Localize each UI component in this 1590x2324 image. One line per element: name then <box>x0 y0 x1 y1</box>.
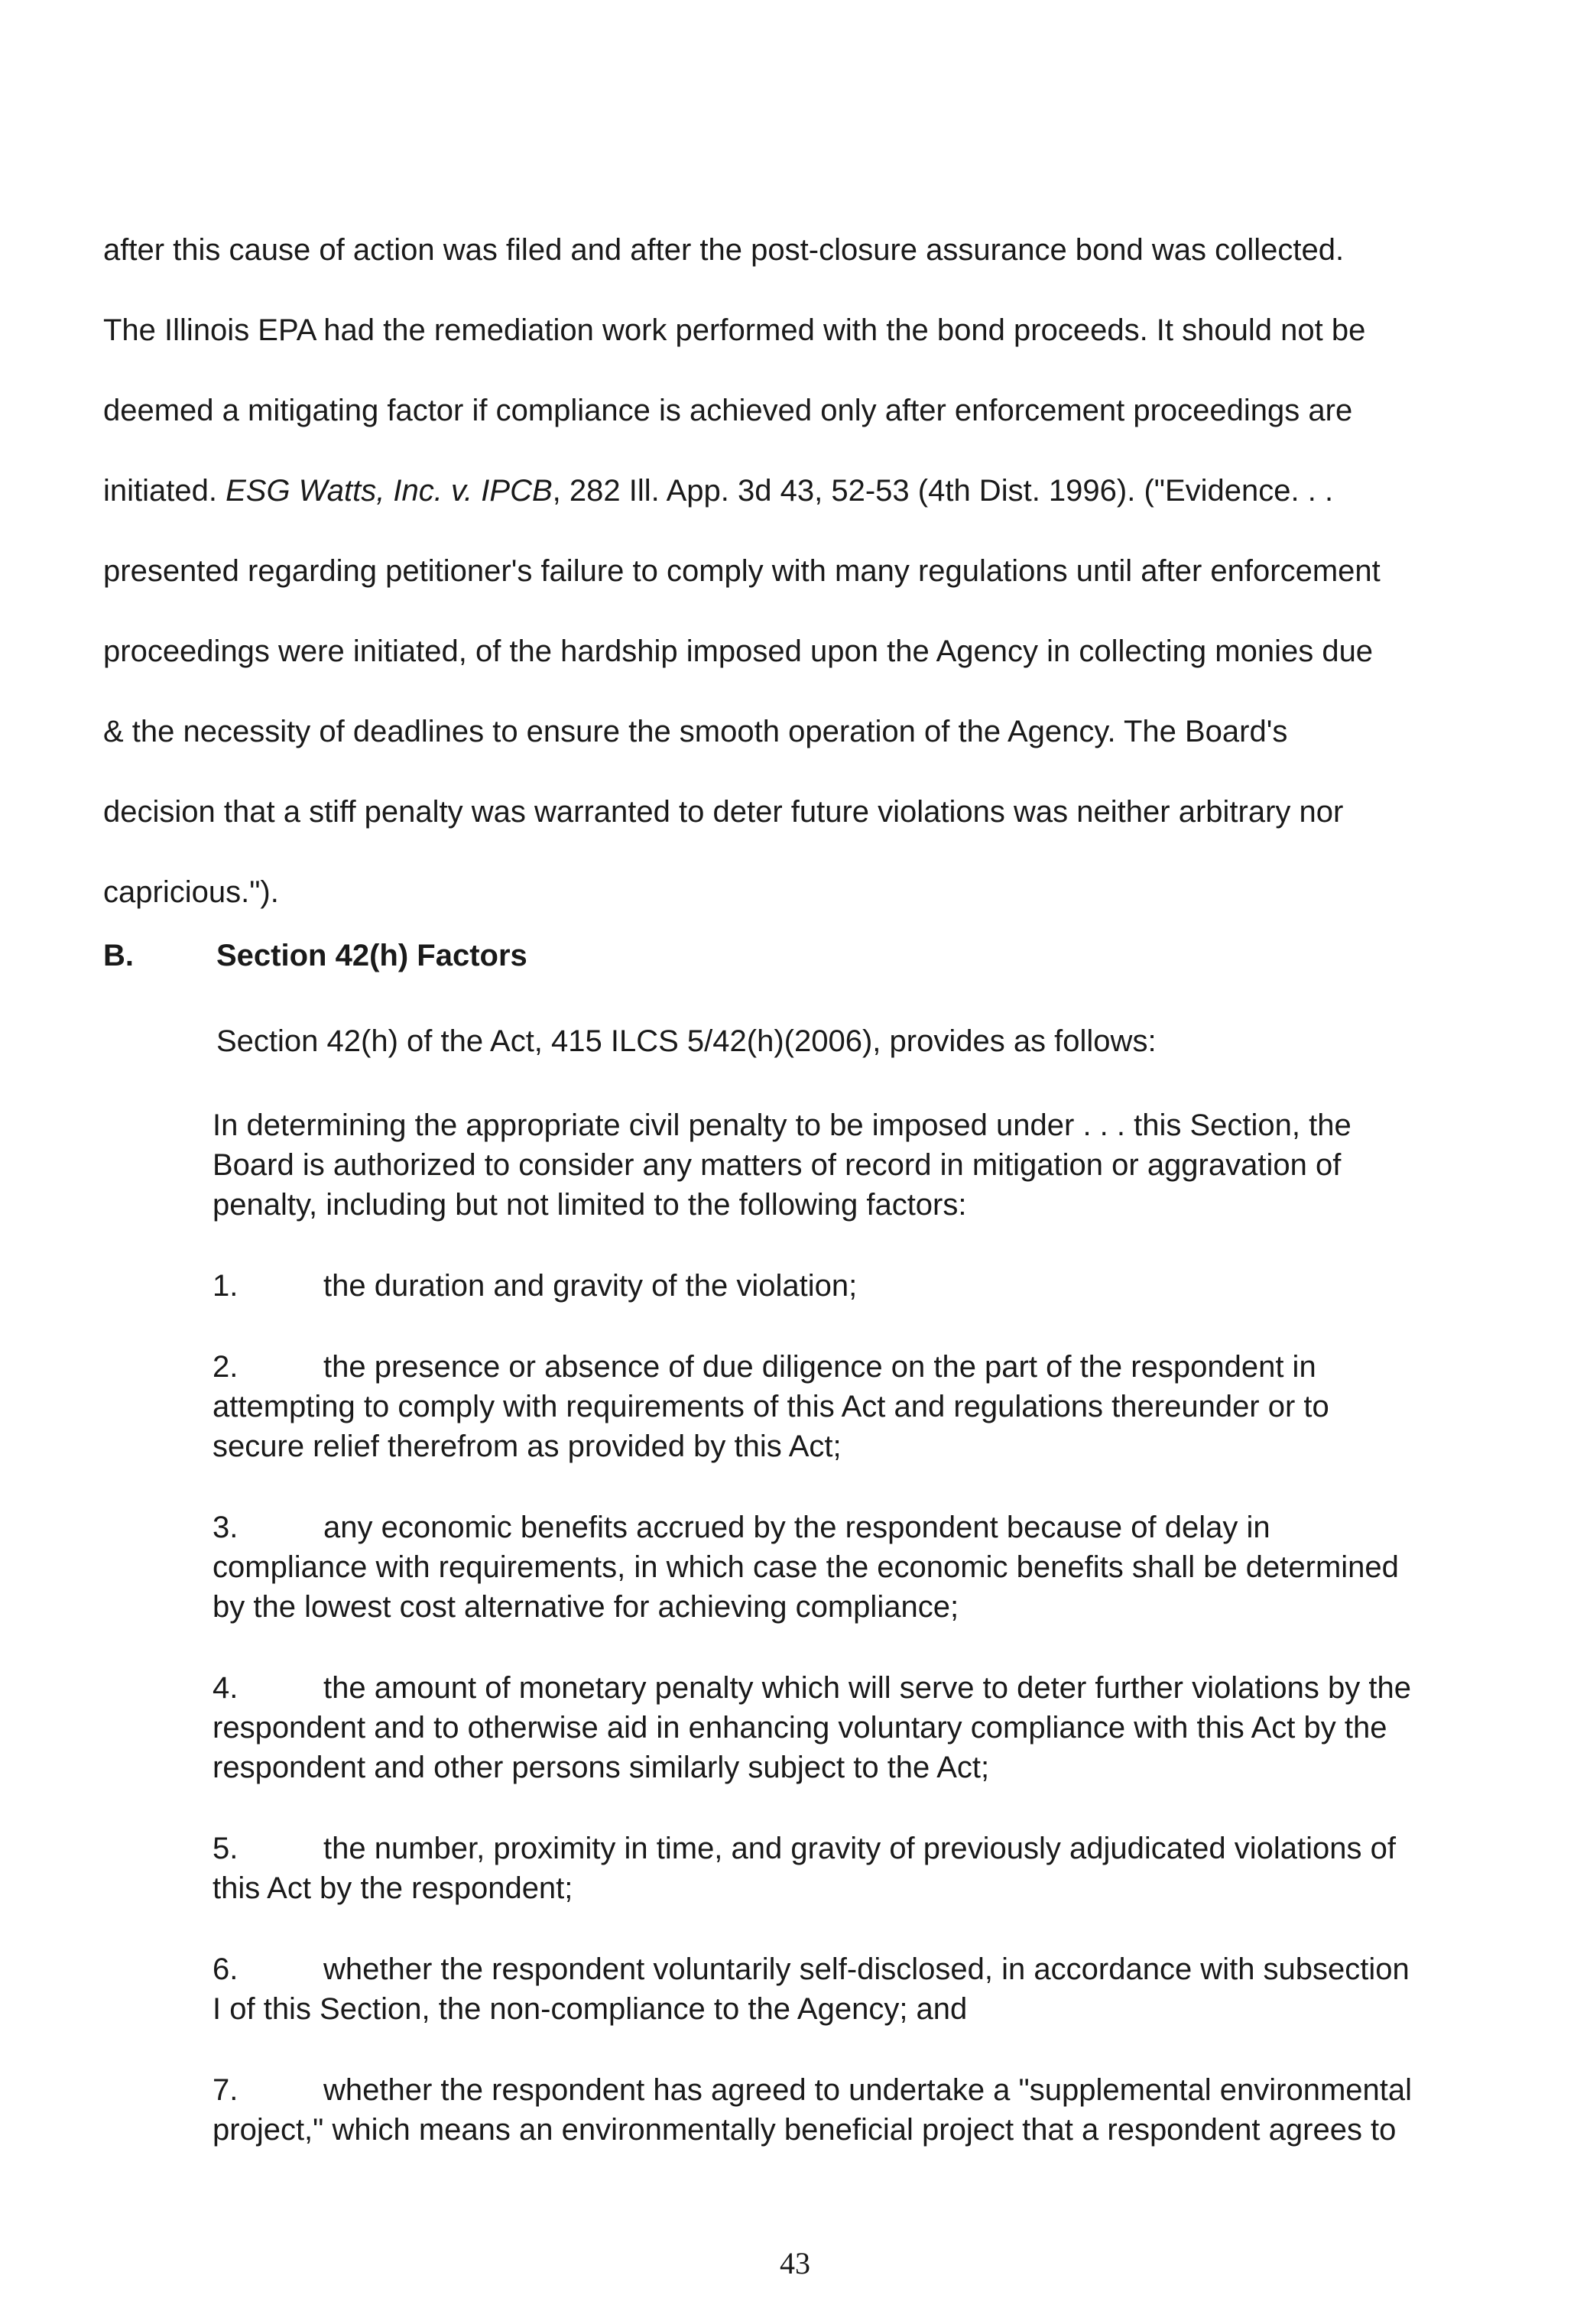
paragraph-line: capricious."). <box>103 875 279 909</box>
factor-item <box>213 2070 1582 2150</box>
factor-line <box>213 1266 1582 1306</box>
statute-quote <box>213 1105 1582 2191</box>
factor-text: the duration and gravity of the violation; <box>323 1269 858 1303</box>
factor-line: this Act by the respondent; <box>213 1871 573 1905</box>
factor-line: I of this Section, the non-compliance to the Agency; and <box>213 1992 968 2026</box>
factor-line <box>213 1508 1582 1547</box>
factor-number: 7. <box>213 2073 238 2107</box>
paragraph-line: decision that a stiff penalty was warranted to deter future violations was neither arbitrary nor <box>103 795 1344 829</box>
factor-item <box>213 1347 1582 1466</box>
factor-line: project," which means an environmentally beneficial project that a respondent agrees to <box>213 2113 1397 2147</box>
factor-number: 2. <box>213 1350 238 1384</box>
paragraph-line: proceedings were initiated, of the hardship imposed upon the Agency in collecting monies due <box>103 635 1374 668</box>
factor-line <box>213 1347 1582 1387</box>
section-heading <box>103 939 527 973</box>
factor-item <box>213 1266 1582 1306</box>
factor-number: 1. <box>213 1269 238 1303</box>
paragraph-line: & the necessity of deadlines to ensure the smooth operation of the Agency. The Board's <box>103 715 1288 748</box>
factor-line: respondent and other persons similarly subject to the Act; <box>213 1751 990 1784</box>
factor-text: the amount of monetary penalty which will serve to deter further violations by the <box>323 1671 1411 1705</box>
factor-item <box>213 1508 1582 1627</box>
factor-item <box>213 1829 1582 1908</box>
citation-line <box>103 451 1579 531</box>
paragraph-line: after this cause of action was filed and after the post-closure assurance bond was collected. <box>103 233 1345 267</box>
case-name: ESG Watts, Inc. v. IPCB <box>226 474 553 508</box>
citation-rest: , 282 Ill. App. 3d 43, 52-53 (4th Dist. 1996). ("Evidence. . . <box>552 474 1334 508</box>
factor-number: 6. <box>213 1952 238 1986</box>
factor-item <box>213 1668 1582 1787</box>
statute-intro: Section 42(h) of the Act, 415 ILCS 5/42(h)(2006), provides as follows: <box>216 1024 1157 1058</box>
factor-text: the presence or absence of due diligence on the part of the respondent in <box>323 1350 1316 1384</box>
factor-number: 4. <box>213 1671 238 1705</box>
factor-text: whether the respondent has agreed to undertake a "supplemental environmental <box>323 2073 1413 2107</box>
factor-number: 3. <box>213 1511 238 1544</box>
paragraph-line: presented regarding petitioner's failure to comply with many regulations until after enforcement <box>103 554 1381 588</box>
factor-line: by the lowest cost alternative for achieving compliance; <box>213 1590 959 1624</box>
citation-lead: initiated. <box>103 474 226 508</box>
factor-list <box>213 1266 1582 2150</box>
factor-line: attempting to comply with requirements of this Act and regulations thereunder or to <box>213 1390 1329 1423</box>
factor-item <box>213 1949 1582 2029</box>
factor-text: the number, proximity in time, and gravity of previously adjudicated violations of <box>323 1832 1396 1865</box>
factor-line <box>213 2070 1582 2110</box>
section-title: Section 42(h) Factors <box>216 939 527 972</box>
factor-line: respondent and to otherwise aid in enhancing voluntary compliance with this Act by the <box>213 1711 1387 1745</box>
factor-line: secure relief therefrom as provided by this Act; <box>213 1430 842 1463</box>
quote-lead <box>213 1105 1582 1225</box>
factor-text: whether the respondent voluntarily self-disclosed, in accordance with subsection <box>323 1952 1410 1986</box>
factor-number: 5. <box>213 1832 238 1865</box>
factor-line <box>213 1829 1582 1868</box>
paragraph-line: deemed a mitigating factor if compliance is achieved only after enforcement proceedings are <box>103 394 1353 427</box>
body-paragraph <box>103 210 1579 933</box>
paragraph-line: The Illinois EPA had the remediation work performed with the bond proceeds. It should not be <box>103 313 1366 347</box>
section-letter: B. <box>103 939 134 972</box>
factor-line <box>213 1949 1582 1989</box>
factor-line <box>213 1668 1582 1708</box>
quote-lead-line: Board is authorized to consider any matters of record in mitigation or aggravation of <box>213 1148 1342 1182</box>
factor-text: any economic benefits accrued by the respondent because of delay in <box>323 1511 1270 1544</box>
quote-lead-line: In determining the appropriate civil penalty to be imposed under . . . this Section, the <box>213 1108 1352 1142</box>
factor-line: compliance with requirements, in which case the economic benefits shall be determined <box>213 1550 1399 1584</box>
page-number: 43 <box>780 2246 810 2280</box>
quote-lead-line: penalty, including but not limited to the following factors: <box>213 1188 967 1222</box>
